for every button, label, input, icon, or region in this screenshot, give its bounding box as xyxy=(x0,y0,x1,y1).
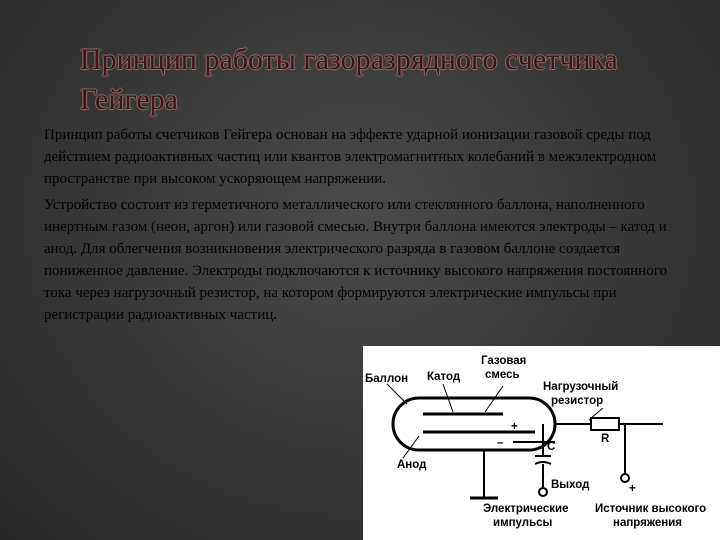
capacitor-c-label: C xyxy=(547,441,556,453)
geiger-counter-diagram xyxy=(363,346,720,540)
gas-label-line2: смесь xyxy=(485,369,520,381)
resistor-label-line1: Нагрузочный xyxy=(543,381,619,393)
anode-label: Анод xyxy=(397,459,427,471)
slide-title: Принцип работы газоразрядного счетчика Гейгера xyxy=(80,43,618,116)
source-label-line2: напряжения xyxy=(613,517,682,529)
paragraph-principle: Принцип работы счетчиков Гейгера основан на эффекте ударной ионизации газовой среды под действием радиоактивных частиц или квантов электромагнитных колебаний в межэлектродном пространстве при высоком ускоряющем напряжении. xyxy=(44,127,657,187)
output-label: Выход xyxy=(551,479,590,491)
body-text xyxy=(44,124,694,330)
source-label-line1: Источник высокого xyxy=(595,503,707,515)
balloon-pointer xyxy=(387,384,407,404)
pulses-label-line2: импульсы xyxy=(493,517,553,529)
source-plus-label: + xyxy=(629,483,636,495)
source-terminal xyxy=(621,474,629,482)
cathode-label: Катод xyxy=(427,371,461,383)
tube-plus-label: + xyxy=(511,421,518,433)
paragraph-device: Устройство состоит из герметичного металлического или стеклянного баллона, наполненного инертным газом (неон, аргон) или газовой смесью. Внутри баллона имеются электроды – катод и анод. Для облегчения возникновения электрического разряда в газовом баллоне создается пониженное давление. Электроды подключаются к источнику высокого напряжения постоянного тока через нагрузочный резистор, на котором формируются электрические импульсы при регистрации радиоактивных частиц. xyxy=(44,197,667,323)
output-terminal xyxy=(539,488,547,496)
tube-minus-label: – xyxy=(497,437,504,449)
balloon-label: Баллон xyxy=(365,373,409,385)
load-resistor xyxy=(591,418,619,430)
capacitor-plate-bottom xyxy=(535,462,551,464)
resistor-r-label: R xyxy=(601,433,610,445)
gas-label-line1: Газовая xyxy=(481,355,527,367)
resistor-label-line2: резистор xyxy=(551,395,604,407)
pulses-label-line1: Электрические xyxy=(483,503,569,515)
